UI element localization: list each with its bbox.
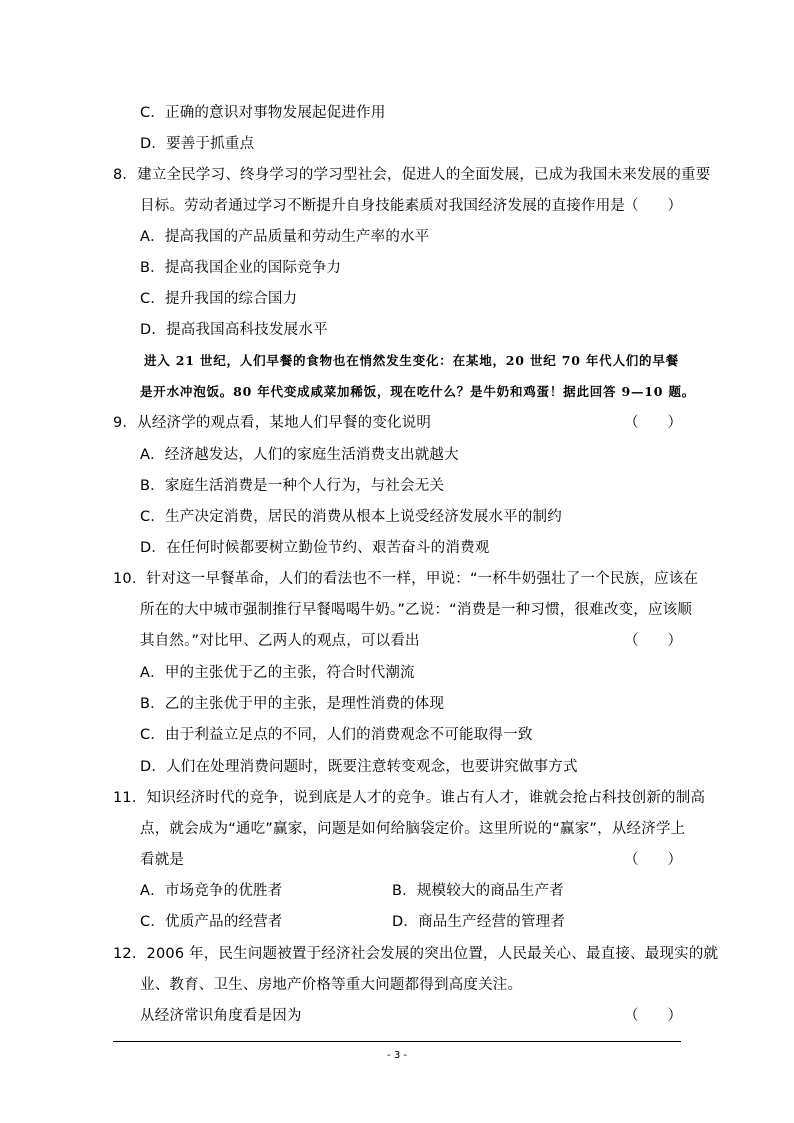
q8-option-c: C．提升我国的综合国力: [140, 291, 298, 307]
q8-stem-line-2: 目标。劳动者通过学习不断提升自身技能素质对我国经济发展的直接作用是: [140, 198, 626, 214]
q8-option-b: B．提高我国企业的国际竞争力: [140, 260, 342, 276]
q8-answer-blank: （ ）: [624, 198, 682, 214]
q7-option-d: D．要善于抓重点: [140, 136, 255, 152]
q11-stem-line-3: 看就是: [140, 852, 185, 868]
q8-option-a: A．提高我国的产品质量和劳动生产率的水平: [140, 229, 430, 245]
q12-answer-blank: （ ）: [624, 1008, 682, 1024]
q11-option-b: B．规模较大的商品生产者: [392, 883, 564, 899]
q11-stem-line-2: 点，就会成为“通吃”赢家，问题是如何给脑袋定价。这里所说的“赢家”，从经济学上: [140, 821, 686, 837]
q11-option-a: A．市场竞争的优胜者: [140, 883, 283, 899]
passage-line-2: 是开水冲泡饭。80 年代变成咸菜加稀饭，现在吃什么？是牛奶和鸡蛋！据此回答 9—10 题。: [140, 384, 696, 399]
q9-stem-line-1: 9．从经济学的观点看，某地人们早餐的变化说明: [113, 415, 432, 431]
q10-answer-blank: （ ）: [624, 633, 682, 649]
q10-stem-line-3: 其自然。”对比甲、乙两人的观点，可以看出: [140, 633, 420, 649]
q11-option-d: D．商品生产经营的管理者: [392, 914, 566, 930]
q8-option-d: D．提高我国高科技发展水平: [140, 322, 328, 338]
q10-stem-line-1: 10．针对这一早餐革命，人们的看法也不一样，甲说：“一杯牛奶强壮了一个民族，应该在: [113, 571, 699, 587]
q9-option-c: C．生产决定消费，居民的消费从根本上说受经济发展水平的制约: [140, 509, 562, 525]
q10-stem-line-2: 所在的大中城市强制推行早餐喝喝牛奶。”乙说：“消费是一种习惯，很难改变，应该顺: [140, 602, 693, 618]
q10-option-b: B．乙的主张优于甲的主张，是理性消费的体现: [140, 696, 445, 712]
q11-option-c: C．优质产品的经营者: [140, 914, 283, 930]
q10-option-d: D．人们在处理消费问题时，既要注意转变观念，也要讲究做事方式: [140, 759, 578, 775]
q8-stem-line-1: 8．建立全民学习、终身学习的学习型社会，促进人的全面发展，已成为我国未来发展的重要: [113, 167, 711, 183]
q11-stem-line-1: 11．知识经济时代的竞争，说到底是人才的竞争。谁占有人才，谁就会抢占科技创新的制高: [113, 790, 706, 806]
q12-stem-line-2: 业、教育、卫生、房地产价格等重大问题都得到高度关注。: [140, 977, 523, 993]
q9-option-d: D．在任何时候都要树立勤俭节约、艰苦奋斗的消费观: [140, 540, 490, 556]
q12-stem-line-1: 12．2006 年，民生问题被置于经济社会发展的突出位置，人民最关心、最直接、最现实的就: [113, 946, 719, 962]
q10-option-c: C．由于利益立足点的不同，人们的消费观念不可能取得一致: [140, 727, 533, 743]
passage-line-1: 进入 21 世纪，人们早餐的食物也在悄然发生变化：在某地，20 世纪 70 年代人们的早餐: [144, 353, 679, 368]
page-number: - 3 -: [387, 1050, 407, 1061]
footer-divider: [113, 1041, 681, 1042]
q12-stem-line-3: 从经济常识角度看是因为: [140, 1008, 302, 1024]
q11-answer-blank: （ ）: [624, 852, 682, 868]
q7-option-c: C．正确的意识对事物发展起促进作用: [140, 105, 386, 121]
q9-option-b: B．家庭生活消费是一种个人行为，与社会无关: [140, 478, 445, 494]
q9-answer-blank: （ ）: [624, 415, 682, 431]
q10-option-a: A．甲的主张优于乙的主张，符合时代潮流: [140, 665, 415, 681]
q9-option-a: A．经济越发达，人们的家庭生活消费支出就越大: [140, 447, 459, 463]
